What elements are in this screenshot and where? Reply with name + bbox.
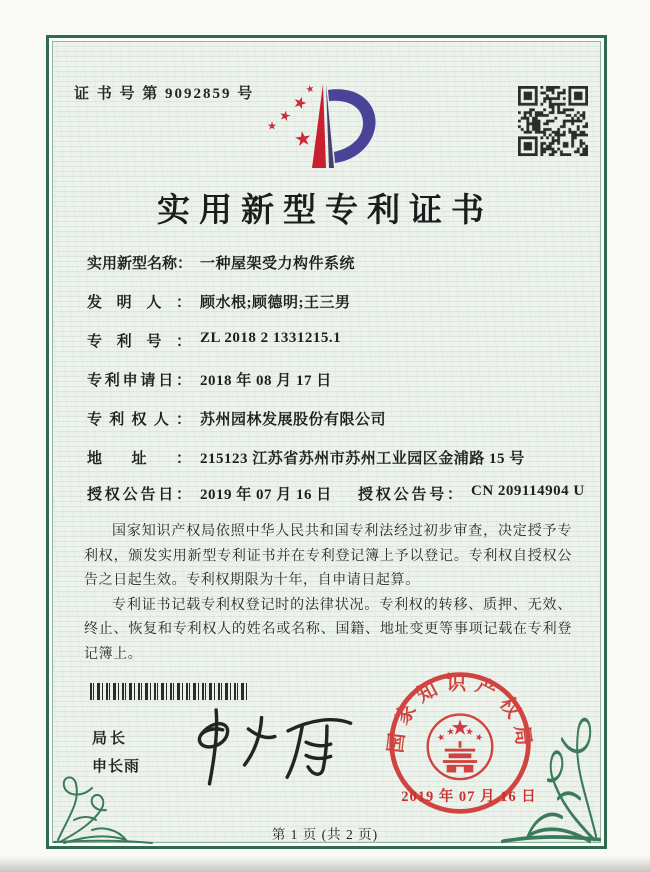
grant-row bbox=[87, 483, 585, 504]
legal-paragraph-2: 专利证书记载专利权登记时的法律状况。专利权的转移、质押、无效、终止、恢复和专利权人的姓名或名称、国籍、地址变更等事项记载在专利登记簿上。 bbox=[84, 597, 572, 662]
field-label: 地址： bbox=[87, 451, 191, 467]
field-value: 顾水根;顾德明;王三男 bbox=[200, 295, 351, 311]
field-patentee bbox=[87, 408, 577, 433]
seal-org-text: 国家知识产权局 bbox=[384, 672, 536, 755]
field-inventors bbox=[87, 291, 577, 316]
field-label: 发明人： bbox=[87, 295, 191, 311]
grant-number bbox=[358, 483, 585, 504]
certificate-number: 证 书 号 第 9092859 号 bbox=[74, 86, 255, 102]
field-patent-number bbox=[87, 330, 577, 355]
grant-number-value: CN 209114904 U bbox=[471, 483, 585, 499]
certificate-title: 实用新型专利证书 bbox=[157, 193, 493, 229]
field-value: 苏州园林发展股份有限公司 bbox=[200, 412, 387, 428]
national-emblem-icon bbox=[428, 715, 493, 780]
legal-paragraph-1: 国家知识产权局依照中华人民共和国专利法经过初步审查，决定授予专利权，颁发实用新型专利证书并在专利登记簿上予以登记。专利权自授权公告之日起生效。专利权期限为十年，自申请日起算。 bbox=[84, 524, 572, 588]
grant-number-label: 授权公告号： bbox=[358, 487, 462, 503]
qr-code bbox=[518, 86, 588, 156]
field-value: 2018 年 08 月 17 日 bbox=[200, 373, 332, 389]
commissioner-name: 申长雨 bbox=[92, 759, 141, 775]
field-value: 一种屋架受力构件系统 bbox=[200, 256, 356, 272]
grant-date-value: 2019 年 07 月 16 日 bbox=[200, 487, 332, 503]
field-utility-model-name bbox=[87, 252, 577, 277]
commissioner-title: 局长 bbox=[92, 731, 129, 747]
field-label: 专利权人： bbox=[87, 412, 191, 428]
field-label: 专利申请日： bbox=[87, 373, 191, 389]
field-address bbox=[87, 447, 577, 472]
cnipa-logo-icon bbox=[260, 76, 390, 176]
field-label: 专利号： bbox=[87, 334, 191, 350]
field-label: 实用新型名称： bbox=[87, 256, 193, 272]
field-value: 215123 江苏省苏州市苏州工业园区金浦路 15 号 bbox=[200, 451, 525, 467]
legal-text bbox=[84, 520, 572, 667]
field-list bbox=[87, 252, 577, 486]
seal-date: 2019 年 07 月 16 日 bbox=[401, 789, 537, 805]
page-number: 第 1 页 (共 2 页) bbox=[271, 827, 379, 842]
grant-date-label: 授权公告日： bbox=[87, 487, 191, 503]
grant-date bbox=[87, 487, 332, 503]
field-value: ZL 2018 2 1331215.1 bbox=[200, 330, 342, 346]
handwritten-signature bbox=[182, 698, 362, 793]
field-filing-date bbox=[87, 369, 577, 394]
